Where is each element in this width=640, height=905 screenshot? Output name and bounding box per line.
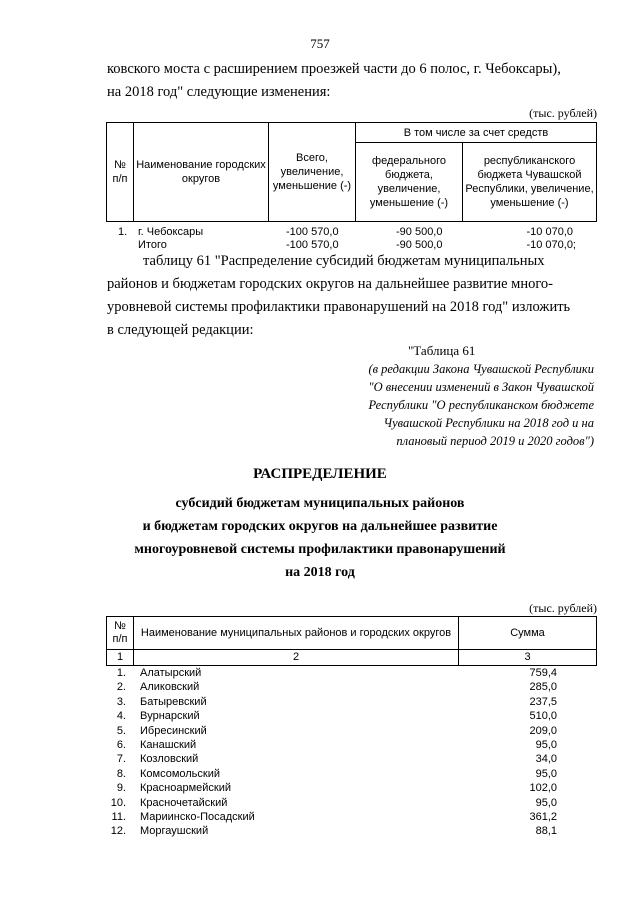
row-num: 10. <box>110 796 126 809</box>
header-sum: Сумма <box>459 617 597 650</box>
intro-paragraph <box>107 58 597 104</box>
text-line: на 2018 год" следующие изменения: <box>107 84 331 100</box>
row-federal: -90 500,0 <box>396 226 443 238</box>
table2-unit: (тыс. рублей) <box>529 601 597 615</box>
header-name: Наименование муниципальных районов и городских округов <box>134 617 459 650</box>
body-paragraph <box>107 250 597 342</box>
row-num: 11. <box>111 810 126 823</box>
table-row <box>106 825 597 839</box>
row-name: Вурнарский <box>140 710 200 723</box>
note-line: "О внесении изменений в Закон Чувашской <box>368 380 594 394</box>
row-total: -100 570,0 <box>286 226 339 238</box>
row-num: 1. <box>116 667 126 679</box>
row-name: Козловский <box>140 753 199 766</box>
row-num: 8. <box>116 767 126 780</box>
table1-unit: (тыс. рублей) <box>529 106 597 120</box>
col-number: 1 <box>107 650 134 666</box>
table-row <box>106 696 597 710</box>
header-name: Наименование городских округов <box>134 123 269 222</box>
row-value: 95,0 <box>535 796 557 809</box>
page-number: 757 <box>310 36 330 51</box>
row-republic: -10 070,0; <box>526 239 576 251</box>
table1-body <box>106 226 597 252</box>
document-subtitle <box>0 492 640 584</box>
note-line: плановый период 2019 и 2020 годов") <box>396 434 594 448</box>
row-name: Батыревский <box>140 695 207 708</box>
row-name: Комсомольский <box>140 767 221 780</box>
row-total: -100 570,0 <box>286 239 339 251</box>
subtitle-line: и бюджетам городских округов на дальнейшее развитие <box>142 519 498 534</box>
row-num: 7. <box>116 753 126 766</box>
row-name: Красночетайский <box>140 796 228 809</box>
subtitle-line: многоуровневой системы профилактики правонарушений <box>134 542 506 557</box>
col-number: 2 <box>134 650 459 666</box>
row-name: Красноармейский <box>140 782 231 795</box>
row-name: Аликовский <box>140 681 200 694</box>
note-line: (в редакции Закона Чувашской Республики <box>368 362 594 376</box>
header-group: В том числе за счет средств <box>356 123 597 143</box>
row-num: 5. <box>116 724 126 737</box>
header-total: Всего, увеличение, уменьшение (-) <box>269 123 356 222</box>
row-republic: -10 070,0 <box>526 226 573 238</box>
row-num: 4. <box>116 710 126 723</box>
row-value: 102,0 <box>529 782 557 795</box>
row-num: 1. <box>118 226 128 238</box>
subtitle-line: субсидий бюджетам муниципальных районов <box>175 496 465 511</box>
row-federal: -90 500,0 <box>396 239 443 251</box>
table-row <box>106 739 597 753</box>
note-line: Республики "О республиканском бюджете <box>368 398 594 412</box>
table-row <box>106 753 597 767</box>
row-value: 361,2 <box>529 810 557 823</box>
table-label: "Таблица 61 <box>408 343 476 358</box>
text-line: уровневой системы профилактики правонарушений на 2018 год" изложить <box>107 299 571 315</box>
table-row <box>106 226 597 239</box>
row-name: Итого <box>138 239 167 251</box>
text-line: таблицу 61 "Распределение субсидий бюджетам муниципальных <box>143 253 545 269</box>
row-value: 510,0 <box>529 710 557 723</box>
table2-body <box>106 667 597 840</box>
table-row <box>106 768 597 782</box>
table-row <box>106 782 597 796</box>
row-name: Канашский <box>140 738 197 751</box>
table-row <box>106 797 597 811</box>
row-value: 95,0 <box>535 738 557 751</box>
row-name: Ибресинский <box>140 724 207 737</box>
row-value: 237,5 <box>529 695 557 708</box>
row-value: 759,4 <box>529 667 557 679</box>
document-title: РАСПРЕДЕЛЕНИЕ <box>253 466 387 482</box>
edition-note <box>314 342 594 450</box>
row-name: Моргаушский <box>140 825 209 838</box>
table-row <box>106 667 597 681</box>
table-row <box>106 725 597 739</box>
row-value: 285,0 <box>529 681 557 694</box>
row-name: г. Чебоксары <box>138 226 204 238</box>
row-num: 9. <box>116 782 126 795</box>
row-name: Алатырский <box>140 667 202 679</box>
row-value: 88,1 <box>535 825 557 838</box>
budget-changes-table <box>106 122 597 222</box>
row-value: 34,0 <box>535 753 557 766</box>
header-num: № п/п <box>107 123 134 222</box>
subtitle-line: на 2018 год <box>285 565 355 580</box>
row-num: 12. <box>110 825 126 838</box>
text-line: районов и бюджетам городских округов на дальнейшее развитие много- <box>107 276 554 292</box>
row-num: 2. <box>116 681 126 694</box>
row-name: Мариинско-Посадский <box>140 810 255 823</box>
header-republic: республиканского бюджета Чувашской Республики, увеличение, уменьшение (-) <box>463 143 597 222</box>
row-num: 3. <box>116 695 126 708</box>
text-line: ковского моста с расширением проезжей части до 6 полос, г. Чебоксары), <box>107 61 561 77</box>
table-row <box>106 710 597 724</box>
table-row <box>106 681 597 695</box>
col-number: 3 <box>459 650 597 666</box>
note-line: Чувашской Республики на 2018 год и на <box>383 416 594 430</box>
subsidy-distribution-table <box>106 616 597 666</box>
row-value: 209,0 <box>529 724 557 737</box>
header-federal: федерального бюджета, увеличение, уменьшение (-) <box>356 143 463 222</box>
row-num: 6. <box>116 738 126 751</box>
table-row <box>106 811 597 825</box>
text-line: в следующей редакции: <box>107 322 254 338</box>
header-num: № п/п <box>107 617 134 650</box>
row-value: 95,0 <box>535 767 557 780</box>
